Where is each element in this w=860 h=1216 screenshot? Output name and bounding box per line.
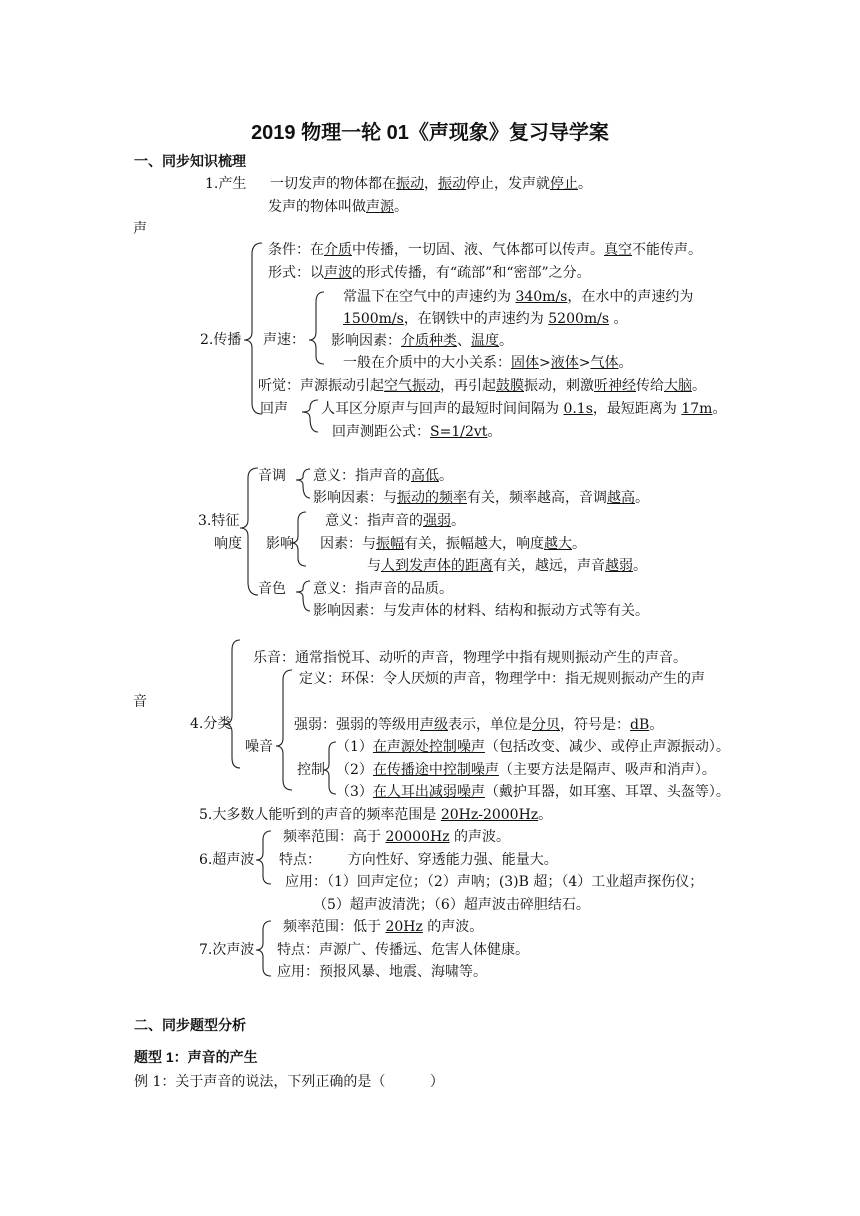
infrasound-frequency: 频率范围：低于 20Hz 的声波。	[283, 919, 484, 935]
loudness-meaning: 意义：指声音的强弱。	[325, 513, 465, 529]
loudness-factor-2: 与人到发声体的距离有关，越远，声音越弱。	[367, 558, 647, 574]
noise-strength: 强弱：强弱的等级用声级表示，单位是分贝，符号是：dB。	[294, 717, 664, 733]
point-6-label: 6.超声波	[199, 852, 255, 868]
brace-control	[323, 742, 336, 794]
brace-classification	[224, 640, 240, 768]
pitch-label: 音调	[258, 468, 286, 484]
noise-control-label: 控制	[297, 762, 325, 778]
section-heading-1: 一、同步知识梳理	[134, 153, 246, 169]
brace-speed	[309, 292, 324, 364]
vertical-label-sheng: 声	[133, 221, 147, 237]
point-1-label: 1.产生	[205, 176, 247, 192]
noise-label: 噪音	[245, 739, 273, 755]
point-1-line-2: 发声的物体叫做声源。	[268, 199, 408, 215]
point-3-label: 3.特征	[198, 513, 240, 529]
point-4-label: 4.分类	[190, 716, 232, 732]
point-2-label: 2.传播	[200, 332, 242, 348]
brace-propagation	[244, 243, 262, 414]
brace-loudness	[291, 512, 306, 566]
timbre-meaning: 意义：指声音的品质。	[313, 581, 453, 597]
timbre-label: 音色	[258, 581, 286, 597]
section-heading-2: 二、同步题型分析	[134, 1017, 246, 1033]
vertical-label-yin: 音	[133, 694, 147, 710]
brace-echo	[302, 400, 318, 432]
noise-definition: 定义：环保：令人厌烦的声音，物理学中：指无规则振动产生的声	[299, 671, 705, 687]
sound-speed-label: 声速：	[263, 332, 305, 348]
control-method-1: （1）在声源处控制噪声（包括改变、减少、或停止声源振动）。	[336, 739, 730, 755]
brace-ultrasound	[256, 831, 271, 884]
brace-pitch	[296, 469, 310, 498]
brace-timbre	[296, 581, 310, 611]
control-method-3: （3）在人耳出减弱噪声（戴护耳器，如耳塞、耳罩、头盔等）。	[336, 784, 730, 800]
propagation-condition: 条件：在介质中传播，一切固、液、气体都可以传声。真空不能传声。	[268, 242, 702, 258]
brace-infrasound	[256, 921, 271, 976]
speed-order: 一般在介质中的大小关系：固体>液体>气体。	[343, 355, 633, 371]
echo-label: 回声	[260, 401, 288, 417]
ultrasound-frequency: 频率范围：高于 20000Hz 的声波。	[283, 829, 511, 845]
pitch-meaning: 意义：指声音的高低。	[313, 468, 453, 484]
control-method-2: （2）在传播途中控制噪声（主要方法是隔声、吸声和消声）。	[336, 762, 716, 778]
loudness-factor-1: 因素：与振幅有关，振幅越大，响度越大。	[320, 536, 586, 552]
infrasound-applications: 应用：预报风暴、地震、海啸等。	[277, 964, 487, 980]
loudness-influence-label: 影响	[266, 536, 294, 552]
hearing-line: 听觉：声源振动引起空气振动，再引起鼓膜振动，刺激听神经传给大脑。	[258, 378, 706, 394]
infrasound-features: 特点：声源广、传播远、危害人体健康。	[277, 942, 529, 958]
ultrasound-applications-1: 应用：（1）回声定位；（2）声呐；(3)B 超；（4）工业超声探伤仪；	[285, 874, 704, 890]
speed-line-1: 常温下在空气中的声速约为 340m/s，在水中的声速约为	[343, 289, 694, 305]
ultrasound-features: 特点： 方向性好、穿透能力强、能量大。	[279, 852, 558, 868]
pitch-factor: 影响因素：与振动的频率有关，频率越高，音调越高。	[313, 490, 649, 506]
music-sound: 乐音：通常指悦耳、动听的声音，物理学中指有规则振动产生的声音。	[253, 650, 687, 666]
point-7-label: 7.次声波	[199, 942, 255, 958]
propagation-form: 形式：以声波的形式传播，有“疏部”和“密部”之分。	[268, 265, 591, 281]
speed-line-2: 1500m/s，在钢铁中的声速约为 5200m/s 。	[343, 311, 628, 327]
page-title: 2019 物理一轮 01《声现象》复习导学案	[251, 122, 609, 144]
echo-line-1: 人耳区分原声与回声的最短时间间隔为 0.1s，最短距离为 17m。	[321, 401, 727, 417]
example-1: 例 1：关于声音的说法，下列正确的是（ ）	[134, 1074, 444, 1090]
brace-features	[240, 468, 258, 595]
question-type-1: 题型 1：声音的产生	[134, 1049, 258, 1065]
ultrasound-applications-2: （5）超声波清洗；（6）超声波击碎胆结石。	[313, 897, 590, 913]
point-1-line-1: 一切发声的物体都在振动，振动停止，发声就停止。	[270, 176, 592, 192]
timbre-factor: 影响因素：与发声体的材料、结构和振动方式等有关。	[313, 603, 649, 619]
point-5: 5.大多数人能听到的声音的频率范围是 20Hz-2000Hz。	[199, 807, 553, 823]
loudness-label: 响度	[214, 536, 242, 552]
echo-line-2: 回声测距公式：S=1/2vt。	[332, 424, 502, 440]
speed-factors: 影响因素：介质种类、温度。	[331, 333, 513, 349]
brace-noise	[276, 670, 292, 790]
